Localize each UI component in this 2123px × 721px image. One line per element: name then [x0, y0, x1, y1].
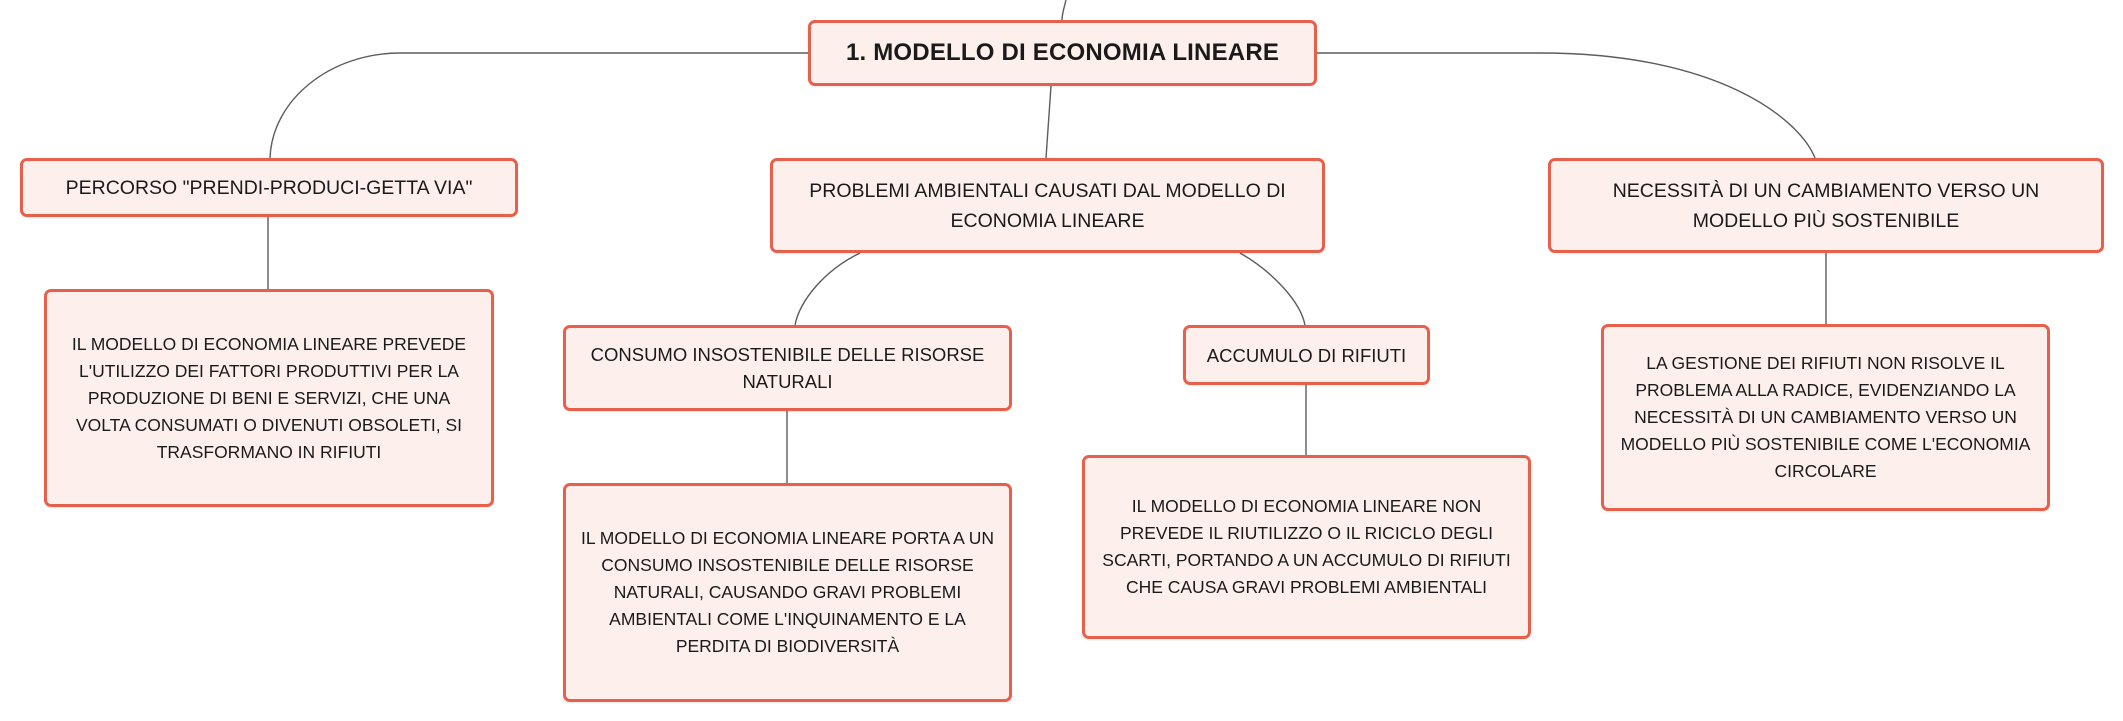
subtopic-node-consumo-risorse[interactable] — [563, 325, 1012, 411]
branch-node-problemi-ambientali[interactable] — [770, 158, 1325, 253]
subtopic-node-accumulo-rifiuti[interactable] — [1183, 325, 1430, 385]
description-node-percorso-text: IL MODELLO DI ECONOMIA LINEARE PREVEDE L'UTILIZZO DEI FATTORI PRODUTTIVI PER LA PRODUZIONE DI BENI E SERVIZI, CHE UNA VOLTA CONSUMATI O DIVENUTI OBSOLETI, SI TRASFORMANO IN RIFIUTI — [71, 333, 467, 462]
connector-root-to-left — [270, 53, 808, 158]
connector-middle-to-consumo — [795, 253, 860, 325]
subtopic-node-accumulo-rifiuti-label: ACCUMULO DI RIFIUTI — [1206, 344, 1407, 366]
branch-node-necessita-cambiamento-label: NECESSITÀ DI UN CAMBIAMENTO VERSO UN MODELLO PIÙ SOSTENIBILE — [1612, 179, 2040, 232]
branch-node-percorso-label: PERCORSO "PRENDI-PRODUCI-GETTA VIA" — [65, 176, 473, 199]
branch-node-necessita-cambiamento[interactable] — [1548, 158, 2104, 253]
root-node[interactable] — [808, 20, 1317, 86]
subtopic-node-consumo-risorse-label: CONSUMO INSOSTENIBILE DELLE RISORSE NATURALI — [590, 344, 985, 392]
description-node-accumulo-rifiuti[interactable] — [1082, 455, 1531, 639]
branch-node-percorso[interactable] — [20, 158, 518, 217]
description-node-necessita-cambiamento[interactable] — [1601, 324, 2050, 511]
connector-root-to-middle — [1046, 86, 1051, 158]
description-node-percorso[interactable] — [44, 289, 494, 507]
connector-root-to-right — [1317, 53, 1815, 158]
description-node-consumo-risorse[interactable] — [563, 483, 1012, 702]
branch-node-problemi-ambientali-label: PROBLEMI AMBIENTALI CAUSATI DAL MODELLO DI ECONOMIA LINEARE — [809, 179, 1286, 232]
description-node-necessita-cambiamento-text: LA GESTIONE DEI RIFIUTI NON RISOLVE IL PROBLEMA ALLA RADICE, EVIDENZIANDO LA NECESSITÀ DI UN CAMBIAMENTO VERSO UN MODELLO PIÙ SOSTENIBILE COME L'ECONOMIA CIRCOLARE — [1620, 353, 2031, 481]
description-node-consumo-risorse-text: IL MODELLO DI ECONOMIA LINEARE PORTA A UN CONSUMO INSOSTENIBILE DELLE RISORSE NATURALI, CAUSANDO GRAVI PROBLEMI AMBIENTALI COME L'INQUINAMENTO E LA PERDITA DI BIODIVERSITÀ — [581, 528, 994, 656]
root-node-label: 1. MODELLO DI ECONOMIA LINEARE — [845, 39, 1280, 66]
connector-middle-to-accumulo — [1240, 253, 1305, 325]
description-node-accumulo-rifiuti-text: IL MODELLO DI ECONOMIA LINEARE NON PREVEDE IL RIUTILIZZO O IL RICICLO DEGLI SCARTI, PORTANDO A UN ACCUMULO DI RIFIUTI CHE CAUSA GRAVI PROBLEMI AMBIENTALI — [1102, 496, 1511, 597]
connector-incoming — [1062, 0, 1066, 20]
